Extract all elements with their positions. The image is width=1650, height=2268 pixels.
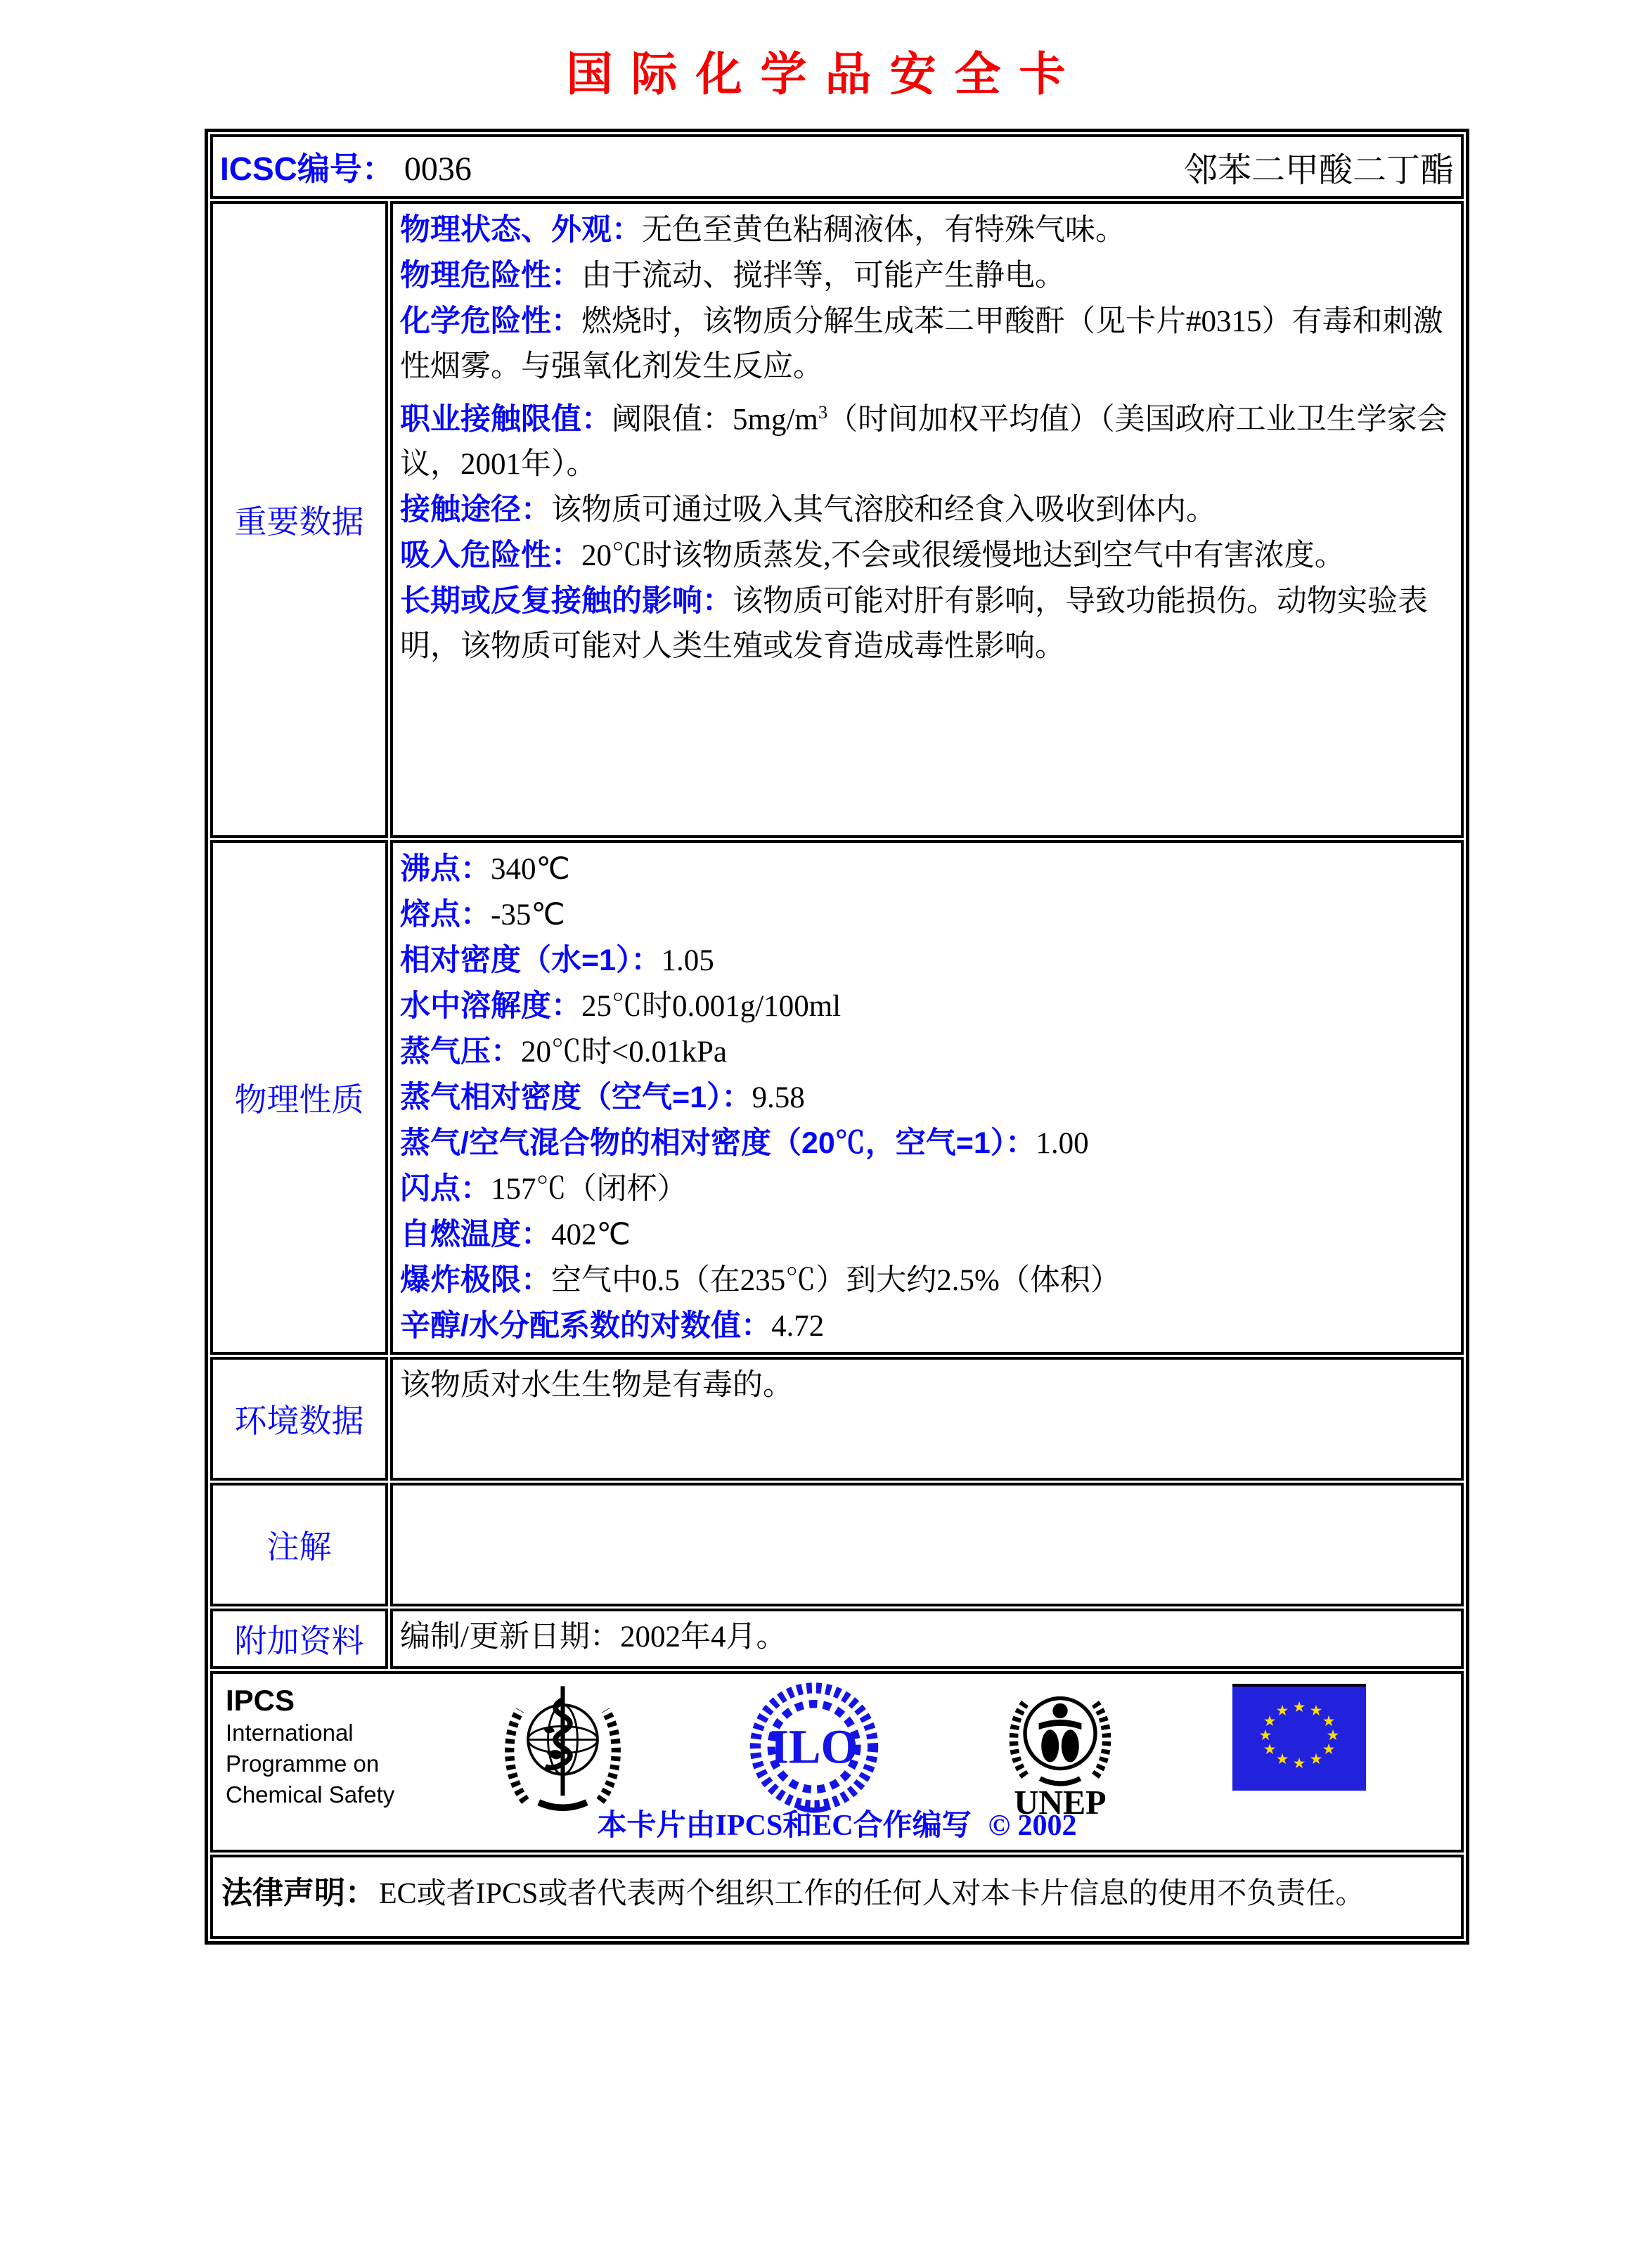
ipcs-line-2: Programme on: [226, 1751, 380, 1777]
notes-content: [390, 1483, 1464, 1606]
ipcs-line-1: International: [226, 1720, 354, 1746]
unep-logo-icon: [997, 1678, 1123, 1819]
important-data-row: [210, 201, 1464, 838]
svg-text:★: ★: [1309, 1751, 1323, 1767]
svg-text:★: ★: [1292, 1755, 1306, 1772]
occupational-exposure-limit-line: 职业接触限值：阈限值：$5mg/m^3$（时间加权平均值）（美国政府工业卫生学家会议，2001年）。: [400, 401, 1448, 482]
additional-info-row: [210, 1609, 1464, 1669]
logos-row: [210, 1671, 1464, 1853]
additional-info-row-label: 附加资料: [210, 1609, 388, 1669]
flash-point-line: 闪点：157℃（闭杯）: [400, 1172, 688, 1206]
autoignition-temperature-line: 自燃温度：402℃: [400, 1218, 631, 1251]
copyright-text: © 2002: [988, 1810, 1077, 1842]
ipcs-line-3: Chemical Safety: [226, 1781, 395, 1808]
additional-info-text: 编制/更新日期：2002年4月。: [400, 1621, 787, 1654]
svg-text:★: ★: [1263, 1713, 1277, 1729]
ilo-logo-icon: [747, 1678, 881, 1815]
superscript-3: 3: [818, 401, 828, 423]
additional-info-content: [390, 1609, 1464, 1669]
credit-line: [213, 1802, 1461, 1844]
chemical-name: 邻苯二甲酸二丁酯: [1183, 151, 1454, 189]
icsc-table: [205, 129, 1469, 1945]
physical-properties-content: [390, 840, 1464, 1355]
svg-text:★: ★: [1322, 1713, 1336, 1729]
header-cell: [210, 134, 1464, 199]
unep-caption: UNEP: [1014, 1784, 1107, 1819]
svg-text:★: ★: [1326, 1727, 1340, 1744]
melting-point-line: 熔点：-35℃: [400, 898, 565, 932]
important-data-content: [390, 201, 1464, 838]
icsc-number-group: [220, 143, 472, 190]
who-logo-icon: [494, 1678, 631, 1812]
physical-properties-row: [210, 840, 1464, 1355]
svg-text:★: ★: [1309, 1702, 1323, 1719]
vapor-air-mixture-density-line: 蒸气/空气混合物的相对密度（20℃，空气=1）：1.00: [400, 1126, 1089, 1160]
physical-state-line: 物理状态、外观：无色至黄色粘稠液体，有特殊气味。: [400, 213, 1126, 247]
vapor-pressure-line: 蒸气压：20℃时<0.01kPa: [400, 1035, 728, 1069]
exposure-routes-line: 接触途径：该物质可通过吸入其气溶胶和经食入吸收到体内。: [400, 493, 1216, 527]
explosive-limits-line: 爆炸极限：空气中0.5（在235℃）到大约2.5%（体积）: [400, 1263, 1121, 1297]
vapor-relative-density-line: 蒸气相对密度（空气=1）：9.58: [400, 1081, 805, 1114]
ipcs-acronym: IPCS: [226, 1684, 295, 1717]
icsc-number-label: ICSC编号：: [220, 150, 394, 187]
legal-cell: [210, 1855, 1464, 1939]
svg-text:★: ★: [1292, 1699, 1306, 1715]
octanol-water-partition-line: 辛醇/水分配系数的对数值：4.72: [400, 1309, 825, 1343]
credit-text: 本卡片由IPCS和EC合作编写: [597, 1810, 972, 1842]
chemical-danger-line: 化学危险性：燃烧时，该物质分解生成苯二甲酸酐（见卡片#0315）有毒和刺激性烟雾。与强氧化剂发生反应。: [400, 304, 1443, 383]
environmental-data-content: [390, 1357, 1464, 1481]
page-title: 国际化学品安全卡: [566, 48, 1084, 100]
icsc-number-value: 0036: [404, 150, 472, 188]
legal-label: 法律声明：: [221, 1876, 376, 1910]
ipcs-text-block: [226, 1684, 394, 1810]
notes-row-label: 注解: [210, 1483, 388, 1606]
svg-text:★: ★: [1258, 1727, 1272, 1744]
environmental-data-text: 该物质对水生生物是有毒的。: [400, 1369, 793, 1402]
chronic-effects-line: 长期或反复接触的影响：该物质可能对肝有影响，导致功能损伤。动物实验表明，该物质可能对人类生殖或发育造成毒性影响。: [400, 584, 1428, 664]
physical-danger-line: 物理危险性：由于流动、搅拌等，可能产生静电。: [400, 259, 1065, 292]
boiling-point-line: 沸点：340℃: [400, 852, 570, 886]
relative-density-line: 相对密度（水=1）：1.05: [400, 943, 714, 977]
inhalation-risk-line: 吸入危险性：20℃时该物质蒸发,不会或很缓慢地达到空气中有害浓度。: [400, 539, 1345, 573]
environmental-data-row-label: 环境数据: [210, 1357, 388, 1481]
water-solubility-line: 水中溶解度：25℃时0.001g/100ml: [400, 989, 842, 1023]
svg-text:★: ★: [1263, 1741, 1277, 1758]
legal-text: EC或者IPCS或者代表两个组织工作的任何人对本卡片信息的使用不负责任。: [379, 1878, 1365, 1910]
environmental-data-row: [210, 1357, 1464, 1481]
header-row: [210, 134, 1464, 199]
notes-row: [210, 1483, 1464, 1606]
important-data-row-label: 重要数据: [210, 201, 388, 838]
svg-text:★: ★: [1275, 1751, 1289, 1767]
svg-text:★: ★: [1322, 1741, 1336, 1758]
legal-row: [210, 1855, 1464, 1939]
logos-cell: [210, 1671, 1464, 1853]
ilo-letters: ILO: [770, 1720, 858, 1774]
physical-properties-row-label: 物理性质: [210, 840, 388, 1355]
eu-flag-icon: [1232, 1684, 1366, 1791]
svg-text:★: ★: [1275, 1702, 1289, 1719]
